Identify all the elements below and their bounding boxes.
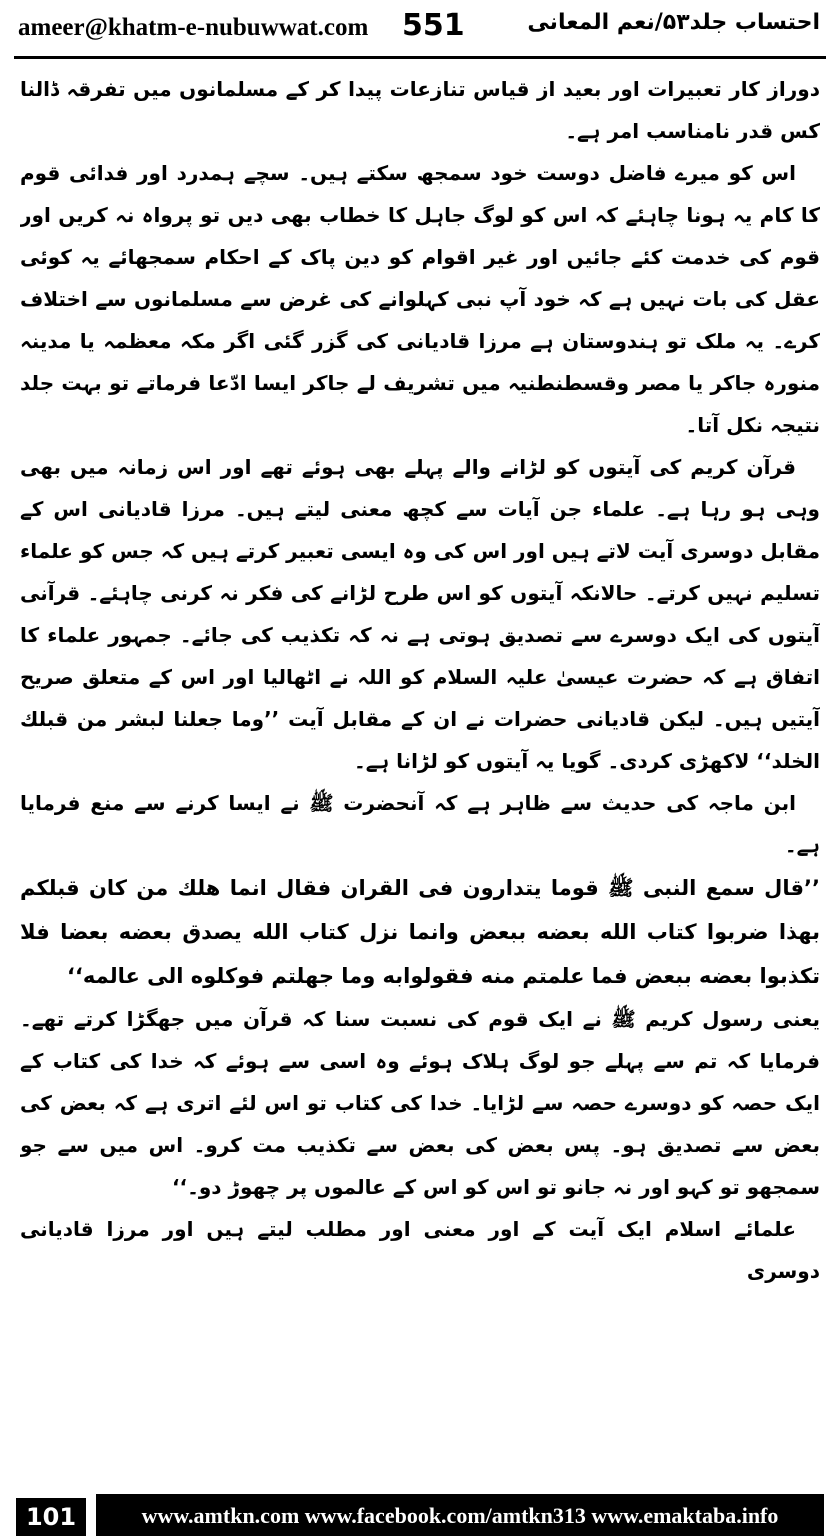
- hadith-quote: ’’قال سمع النبی ﷺ قوما یتدارون فی القران فقال انما هلك من كان قبلكم بهذا ضربوا كتاب الله بعضه ببعض وانما نزل كتاب الله یصدق بعضه بعضا فلا تكذبوا بعضه ببعض فما علمتم منه فقولوابه وما جهلتم فوكلوه الی عالمه‘‘: [20, 876, 820, 988]
- header-page-number: 551: [402, 8, 465, 43]
- footer-links: www.amtkn.com www.facebook.com/amtkn313 www.emaktaba.info: [96, 1496, 824, 1536]
- page-body: [20, 68, 820, 1488]
- body-paragraph: یعنی رسول کریم ﷺ نے ایک قوم کی نسبت سنا کہ قرآن میں جھگڑا کرتے تھے۔ فرمایا کہ تم سے پہلے جو لوگ ہلاک ہوئے وہ اسی سے ہوئے کہ خدا کی کتاب کے ایک حصہ کو دوسرے حصہ سے لڑایا۔ خدا کی کتاب تو اس لئے اتری ہے کہ بعض کی بعض سے تصدیق ہو۔ پس بعض کی بعض سے تکذیب مت کرو۔ اس میں سے جو سمجھو تو کہو اور نہ جانو تو اس کو اس کے عالموں پر چھوڑ دو۔‘‘: [20, 1007, 820, 1199]
- header-email: ameer@khatm-e-nubuwwat.com: [18, 14, 369, 41]
- body-paragraph: دوراز کار تعبیرات اور بعید از قیاس تنازعات پیدا کر کے مسلمانوں میں تفرقہ ڈالنا کس قدر نامناسب امر ہے۔: [20, 77, 820, 143]
- page-header: [0, 0, 840, 58]
- body-paragraph: قرآن کریم کی آیتوں کو لڑانے والے پہلے بھی ہوئے تھے اور اس زمانہ میں بھی وہی ہو رہا ہے۔ علماء جن آیات سے کچھ معنی لیتے ہیں۔ مرزا قادیانی اس کے مقابل دوسری آیت لاتے ہیں اور اس کی وہ ایسی تعبیر کرتے ہیں کہ جس کو علماء تسلیم نہیں کرتے۔ حالانکہ آیتوں کو اس طرح لڑانے کی فکر نہ کرنی چاہئے۔ قرآنی آیتوں کی ایک دوسرے سے تصدیق ہوتی ہے نہ کہ تکذیب کی جائے۔ جمہور علماء کا اتفاق ہے کہ حضرت عیسیٰ علیہ السلام کو اللہ نے اٹھالیا اور اس کے متعلق صریح آیتیں ہیں۔ لیکن قادیانی حضرات نے ان کے مقابل آیت ’’وما جعلنا لبشر من قبلك الخلد‘‘ لاکھڑی کردی۔ گویا یہ آیتوں کو لڑانا ہے۔: [20, 455, 820, 773]
- page-footer: [0, 1494, 840, 1540]
- body-paragraph: اس کو میرے فاضل دوست خود سمجھ سکتے ہیں۔ سچے ہمدرد اور فدائی قوم کا کام یہ ہونا چاہئے کہ اس کو لوگ جاہل کا خطاب بھی دیں تو پرواہ نہ کریں اور قوم کی خدمت کئے جائیں اور غیر اقوام کو دین پاک کے احکام سمجھائے یہ کوئی عقل کی بات نہیں ہے کہ خود آپ نبی کہلوانے کی غرض سے مسلمانوں سے اختلاف کرے۔ یہ ملک تو ہندوستان ہے مرزا قادیانی کی گزر گئی اگر مکہ معظمہ یا مدینہ منورہ جاکر یا مصر وقسطنطنیہ میں تشریف لے جاکر ایسا ادّعا فرماتے تو بہت جلد نتیجہ نکل آتا۔: [20, 161, 820, 437]
- header-book-title: احتساب جلد۵۳/نعم المعانی: [527, 10, 820, 35]
- header-divider: [14, 56, 826, 59]
- body-paragraph: ابن ماجہ کی حدیث سے ظاہر ہے کہ آنحضرت ﷺ نے ایسا کرنے سے منع فرمایا ہے۔: [20, 791, 820, 857]
- body-paragraph: علمائے اسلام ایک آیت کے اور معنی اور مطلب لیتے ہیں اور مرزا قادیانی دوسری: [20, 1217, 820, 1283]
- footer-page-label: 101: [16, 1498, 86, 1536]
